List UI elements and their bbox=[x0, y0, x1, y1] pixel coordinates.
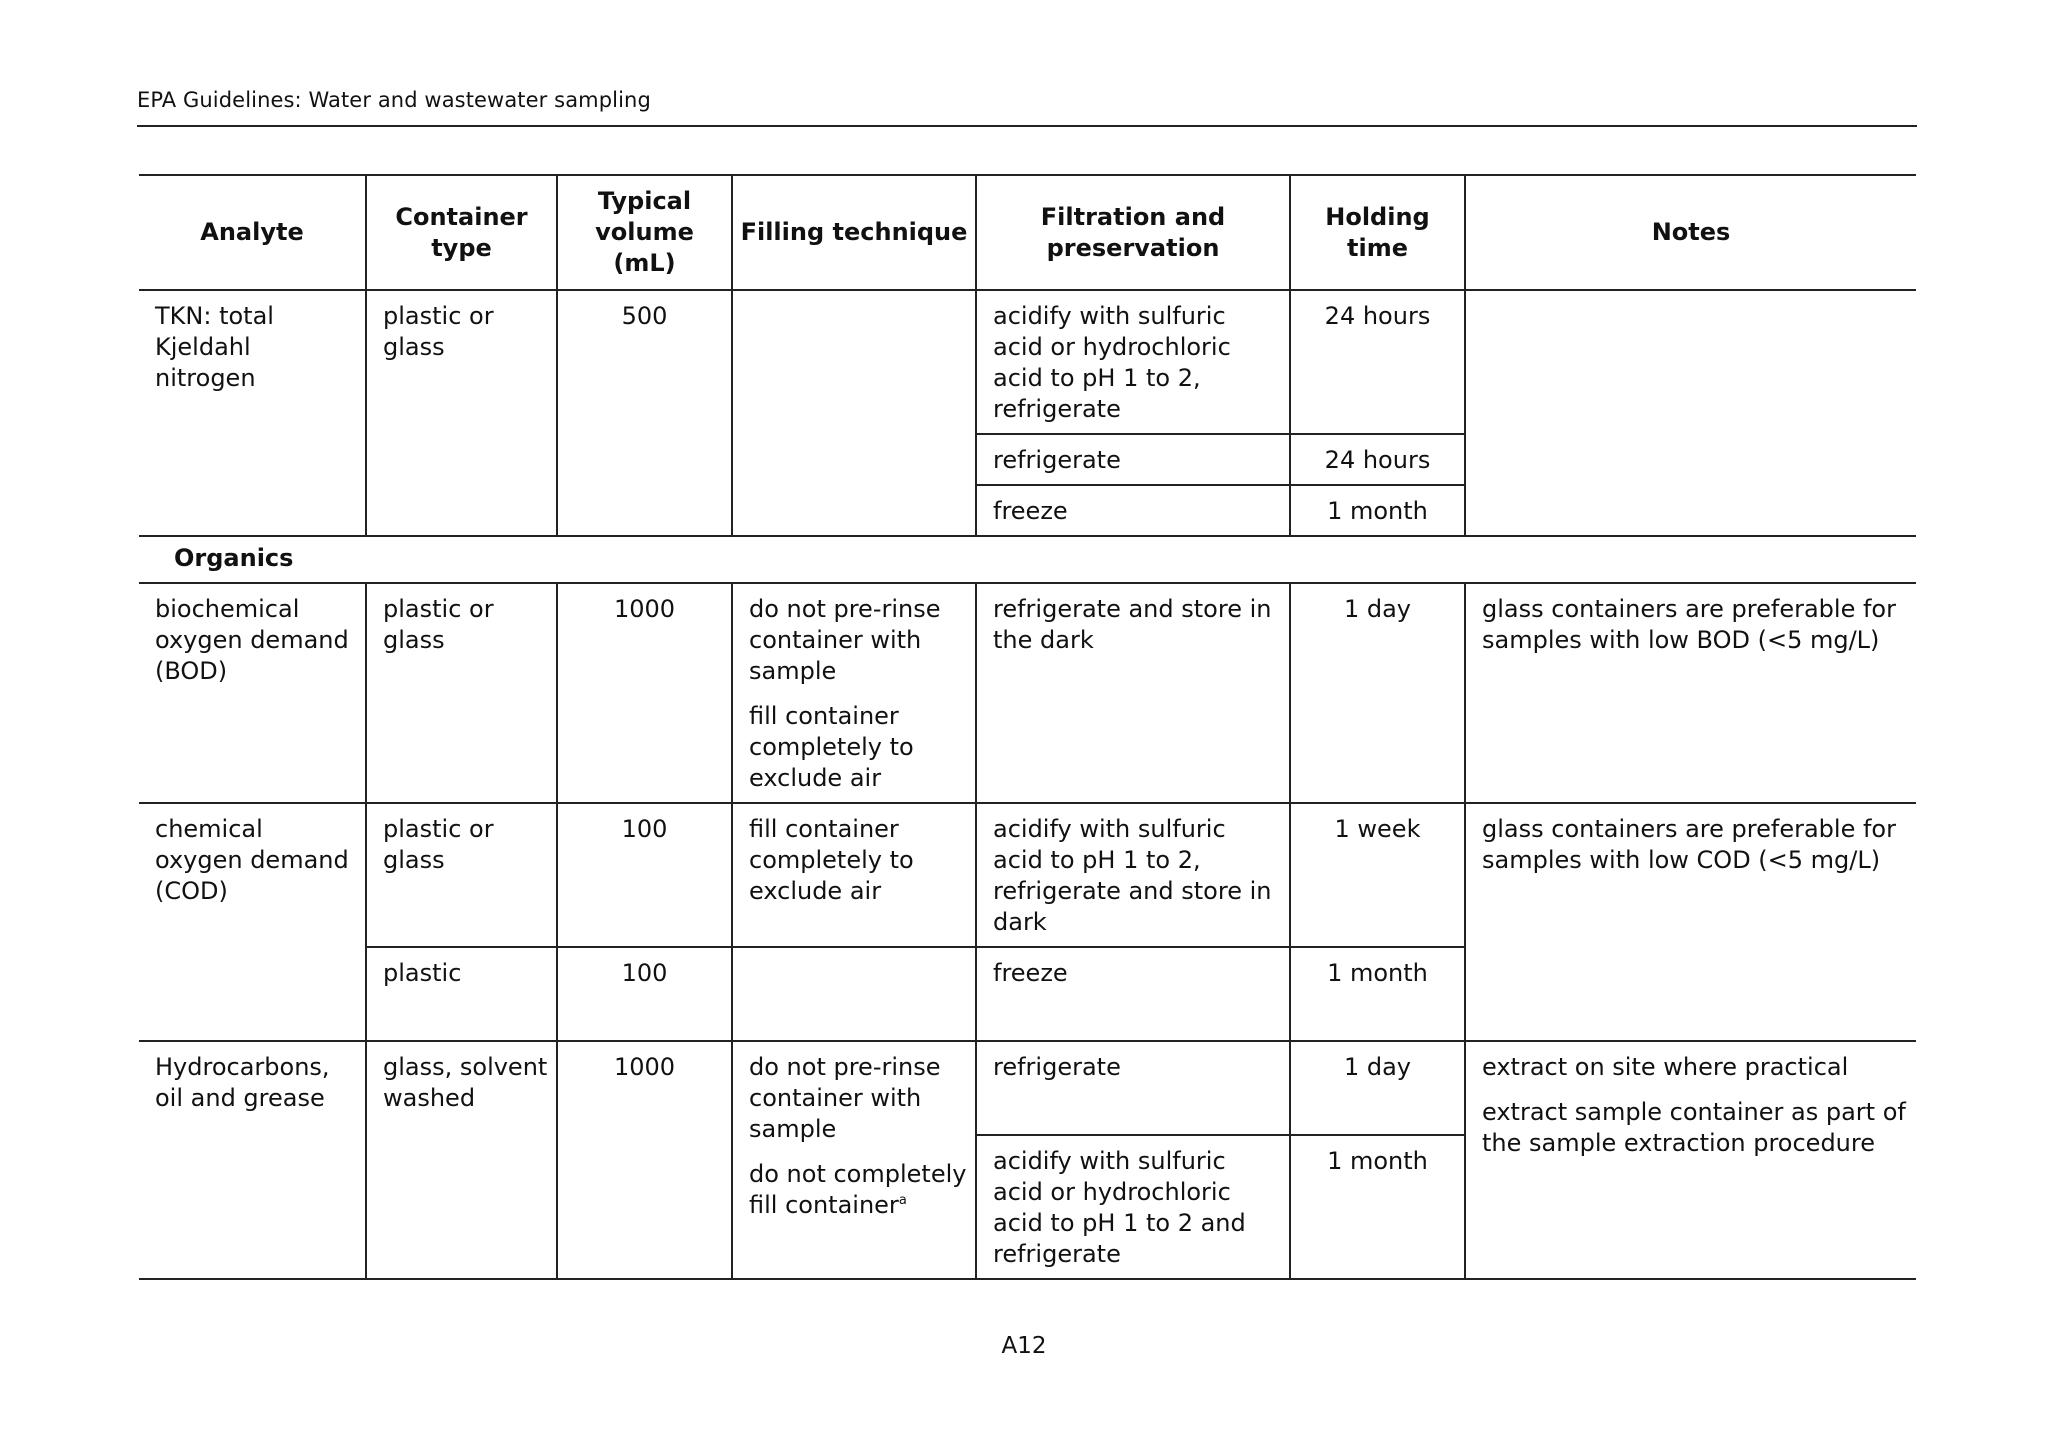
preservation-cell: acidify with sulfuric acid or hydrochloric acid to pH 1 to 2 and refrigerate bbox=[976, 1135, 1290, 1279]
preservation-cell: freeze bbox=[976, 947, 1290, 1041]
header-divider bbox=[137, 125, 1917, 127]
preservation-cell: refrigerate bbox=[976, 1041, 1290, 1135]
column-header-filtration-preservation: Filtration and preservation bbox=[976, 175, 1290, 290]
container-cell: glass, solvent washed bbox=[366, 1041, 557, 1279]
notes-cell: glass containers are preferable for samples with low BOD (<5 mg/L) bbox=[1465, 583, 1916, 803]
volume-cell: 500 bbox=[557, 290, 732, 536]
holding-time-cell: 1 month bbox=[1290, 947, 1465, 1041]
running-header: EPA Guidelines: Water and wastewater sampling bbox=[137, 88, 651, 112]
filling-cell bbox=[732, 1041, 976, 1279]
page-number: A12 bbox=[1001, 1333, 1047, 1359]
notes-cell bbox=[1465, 290, 1916, 536]
analyte-cell: TKN: total Kjeldahl nitrogen bbox=[139, 290, 366, 536]
volume-cell: 100 bbox=[557, 947, 732, 1041]
footnote-marker: a bbox=[898, 1193, 907, 1208]
section-row bbox=[139, 536, 1916, 583]
analyte-cell: biochemical oxygen demand (BOD) bbox=[139, 583, 366, 803]
preservation-cell: acidify with sulfuric acid to pH 1 to 2, refrigerate and store in dark bbox=[976, 803, 1290, 947]
preservation-cell: refrigerate bbox=[976, 434, 1290, 485]
volume-cell: 100 bbox=[557, 803, 732, 947]
column-header-holding-time: Holding time bbox=[1290, 175, 1465, 290]
filling-cell bbox=[732, 947, 976, 1041]
filling-cell bbox=[732, 290, 976, 536]
analyte-cell: Hydrocarbons, oil and grease bbox=[139, 1041, 366, 1279]
holding-time-cell: 24 hours bbox=[1290, 290, 1465, 434]
column-header-typical-volume: Typical volume (mL) bbox=[557, 175, 732, 290]
section-heading-organics: Organics bbox=[139, 536, 1916, 583]
holding-time-cell: 1 day bbox=[1290, 583, 1465, 803]
sampling-table bbox=[139, 174, 1916, 1280]
column-header-filling-technique: Filling technique bbox=[732, 175, 976, 290]
notes-cell bbox=[1465, 1041, 1916, 1279]
preservation-cell: acidify with sulfuric acid or hydrochloric acid to pH 1 to 2, refrigerate bbox=[976, 290, 1290, 434]
notes-paragraph: extract on site where practical bbox=[1482, 1053, 1849, 1081]
holding-time-cell: 24 hours bbox=[1290, 434, 1465, 485]
volume-cell: 1000 bbox=[557, 583, 732, 803]
notes-paragraph: extract sample container as part of the sample extraction procedure bbox=[1482, 1098, 1906, 1157]
table-row bbox=[139, 1041, 1916, 1135]
container-cell: plastic bbox=[366, 947, 557, 1041]
holding-time-cell: 1 month bbox=[1290, 1135, 1465, 1279]
table-row bbox=[139, 290, 1916, 434]
preservation-cell: refrigerate and store in the dark bbox=[976, 583, 1290, 803]
filling-paragraph: do not pre-rinse container with sample bbox=[749, 1053, 941, 1143]
filling-cell: fill container completely to exclude air bbox=[732, 803, 976, 947]
holding-time-cell: 1 day bbox=[1290, 1041, 1465, 1135]
table-header-row bbox=[139, 175, 1916, 290]
notes-cell: glass containers are preferable for samples with low COD (<5 mg/L) bbox=[1465, 803, 1916, 1041]
column-header-notes: Notes bbox=[1465, 175, 1916, 290]
holding-time-cell: 1 week bbox=[1290, 803, 1465, 947]
filling-paragraph: fill container completely to exclude air bbox=[749, 702, 914, 792]
filling-text: do not completely fill container bbox=[749, 1160, 967, 1219]
table-row bbox=[139, 583, 1916, 803]
analyte-cell: chemical oxygen demand (COD) bbox=[139, 803, 366, 1041]
holding-time-cell: 1 month bbox=[1290, 485, 1465, 536]
filling-paragraph bbox=[749, 1159, 967, 1221]
filling-cell bbox=[732, 583, 976, 803]
volume-cell: 1000 bbox=[557, 1041, 732, 1279]
table-row bbox=[139, 803, 1916, 947]
filling-paragraph: do not pre-rinse container with sample bbox=[749, 595, 941, 685]
container-cell: plastic or glass bbox=[366, 583, 557, 803]
container-cell: plastic or glass bbox=[366, 803, 557, 947]
column-header-container-type: Container type bbox=[366, 175, 557, 290]
container-cell: plastic or glass bbox=[366, 290, 557, 536]
preservation-cell: freeze bbox=[976, 485, 1290, 536]
column-header-analyte: Analyte bbox=[139, 175, 366, 290]
